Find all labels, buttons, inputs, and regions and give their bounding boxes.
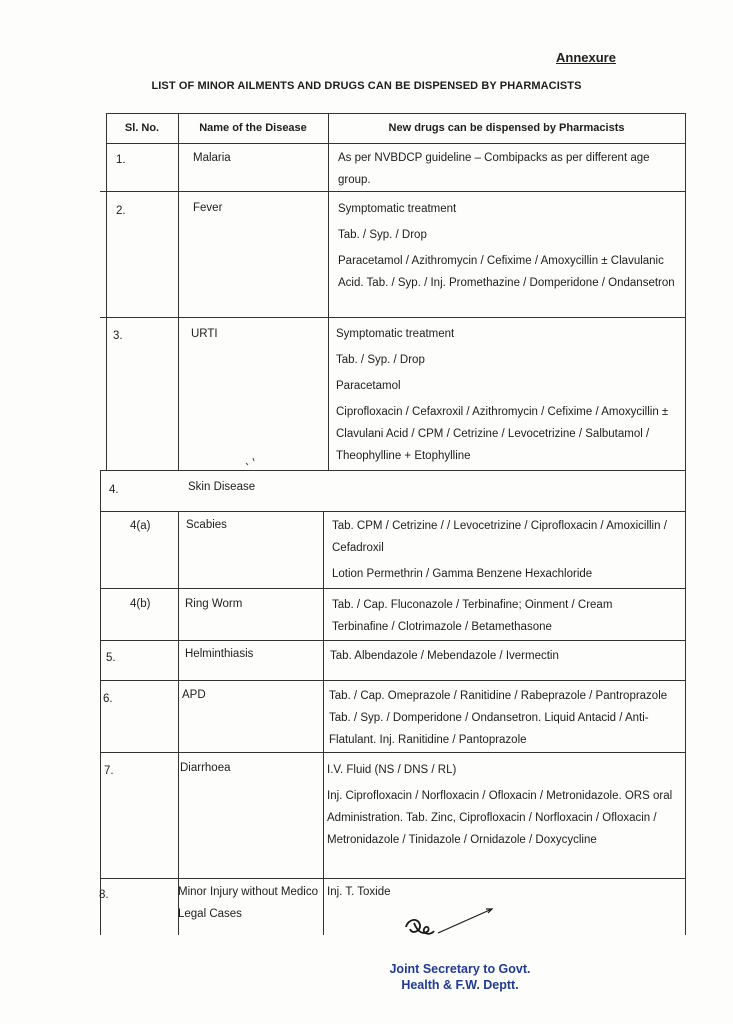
signature: [400, 905, 500, 945]
drug-line: Tab. CPM / Cetrizine / / Levocetrizine / Ciprofloxacin / Amoxicillin / Cefadroxil: [332, 520, 667, 554]
row-2-drugs: [338, 198, 683, 298]
row-6-disease: APD: [182, 689, 206, 701]
drug-line: I.V. Fluid (NS / DNS / RL): [327, 764, 457, 776]
header-drugs: New drugs can be dispensed by Pharmacists: [388, 122, 625, 134]
row-4b-drugs: [332, 594, 652, 642]
row-7-number: 7.: [104, 765, 114, 777]
signatory-title: Joint Secretary to Govt.: [389, 962, 531, 976]
row-6-drugs: [329, 685, 683, 755]
row-8-drugs: [327, 881, 667, 907]
drug-line: Tab. / Cap. Omeprazole / Ranitidine / Rabeprazole / Pantroprazole Tab. / Syp. / Domperidone / Ondansetron. Liquid Antacid / Anti-Flatulant. Inj. Ranitidine / Pantoprazole: [329, 690, 668, 746]
drug-line: Tab. Albendazole / Mebendazole / Ivermectin: [330, 650, 559, 662]
drug-line: Tab. / Syp. / Drop: [336, 354, 425, 366]
row-1-drugs: [338, 147, 678, 195]
drug-line: Symptomatic treatment: [338, 203, 457, 215]
drug-line: As per NVBDCP guideline – Combipacks as per different age group.: [338, 152, 650, 186]
drug-line: Inj. T. Toxide: [327, 886, 391, 898]
row-8-number: 8.: [99, 889, 109, 901]
pen-mark: [244, 456, 260, 468]
row-5-number: 5.: [106, 652, 116, 664]
row-2-disease: Fever: [193, 202, 223, 214]
row-5-drugs: [330, 645, 680, 671]
row-4a-drugs: [332, 515, 680, 589]
drug-line: Tab. / Syp. / Drop: [338, 229, 427, 241]
drug-line: Paracetamol / Azithromycin / Cefixime / Amoxycillin ± Clavulanic Acid. Tab. / Syp. / Inj. Promethazine / Domperidone / Ondansetron: [338, 255, 675, 289]
drug-line: Inj. Ciprofloxacin / Norfloxacin / Ofloxacin / Metronidazole. ORS oral Administration. Tab. Zinc, Ciprofloxacin / Norfloxacin / Ofloxacin / Metronidazole / Tinidazole / Ornidazole / Doxycycline: [327, 790, 673, 846]
row-3-disease: URTI: [191, 328, 218, 340]
row-4a-number: 4(a): [130, 520, 151, 532]
row-7-disease: Diarrhoea: [180, 762, 231, 774]
row-2-number: 2.: [116, 205, 126, 217]
signatory-department: Health & F.W. Deptt.: [401, 978, 519, 992]
row-3-number: 3.: [113, 330, 123, 342]
row-4-disease: Skin Disease: [188, 481, 256, 493]
drug-line: Tab. / Cap. Fluconazole / Terbinafine; Oinment / Cream Terbinafine / Clotrimazole / Betamethasone: [332, 599, 613, 633]
row-6-number: 6.: [103, 693, 113, 705]
row-5-disease: Helminthiasis: [185, 648, 254, 660]
header-sl-no: Sl. No.: [124, 122, 160, 134]
drug-line: Paracetamol: [336, 380, 401, 392]
page-title: LIST OF MINOR AILMENTS AND DRUGS CAN BE DISPENSED BY PHARMACISTS: [151, 80, 582, 92]
row-4-number: 4.: [109, 484, 119, 496]
header-disease: Name of the Disease: [199, 122, 307, 134]
row-1-disease: Malaria: [193, 152, 231, 164]
row-4a-disease: Scabies: [186, 519, 227, 531]
annexure-label: Annexure: [556, 50, 616, 65]
drug-line: Ciprofloxacin / Cefaxroxil / Azithromycin / Cefixime / Amoxycillin ± Clavulani Acid / CPM / Cetrizine / Levocetrizine / Salbutamol / Theophylline + Etophylline: [336, 406, 669, 462]
row-4b-disease: Ring Worm: [185, 598, 243, 610]
row-3-drugs: [336, 323, 684, 471]
row-8-disease: Minor Injury without Medico Legal Cases: [178, 886, 318, 920]
row-7-drugs: [327, 759, 680, 855]
drug-line: Symptomatic treatment: [336, 328, 455, 340]
drug-line: Lotion Permethrin / Gamma Benzene Hexachloride: [332, 568, 593, 580]
row-1-number: 1.: [116, 154, 126, 166]
row-4b-number: 4(b): [130, 598, 151, 610]
